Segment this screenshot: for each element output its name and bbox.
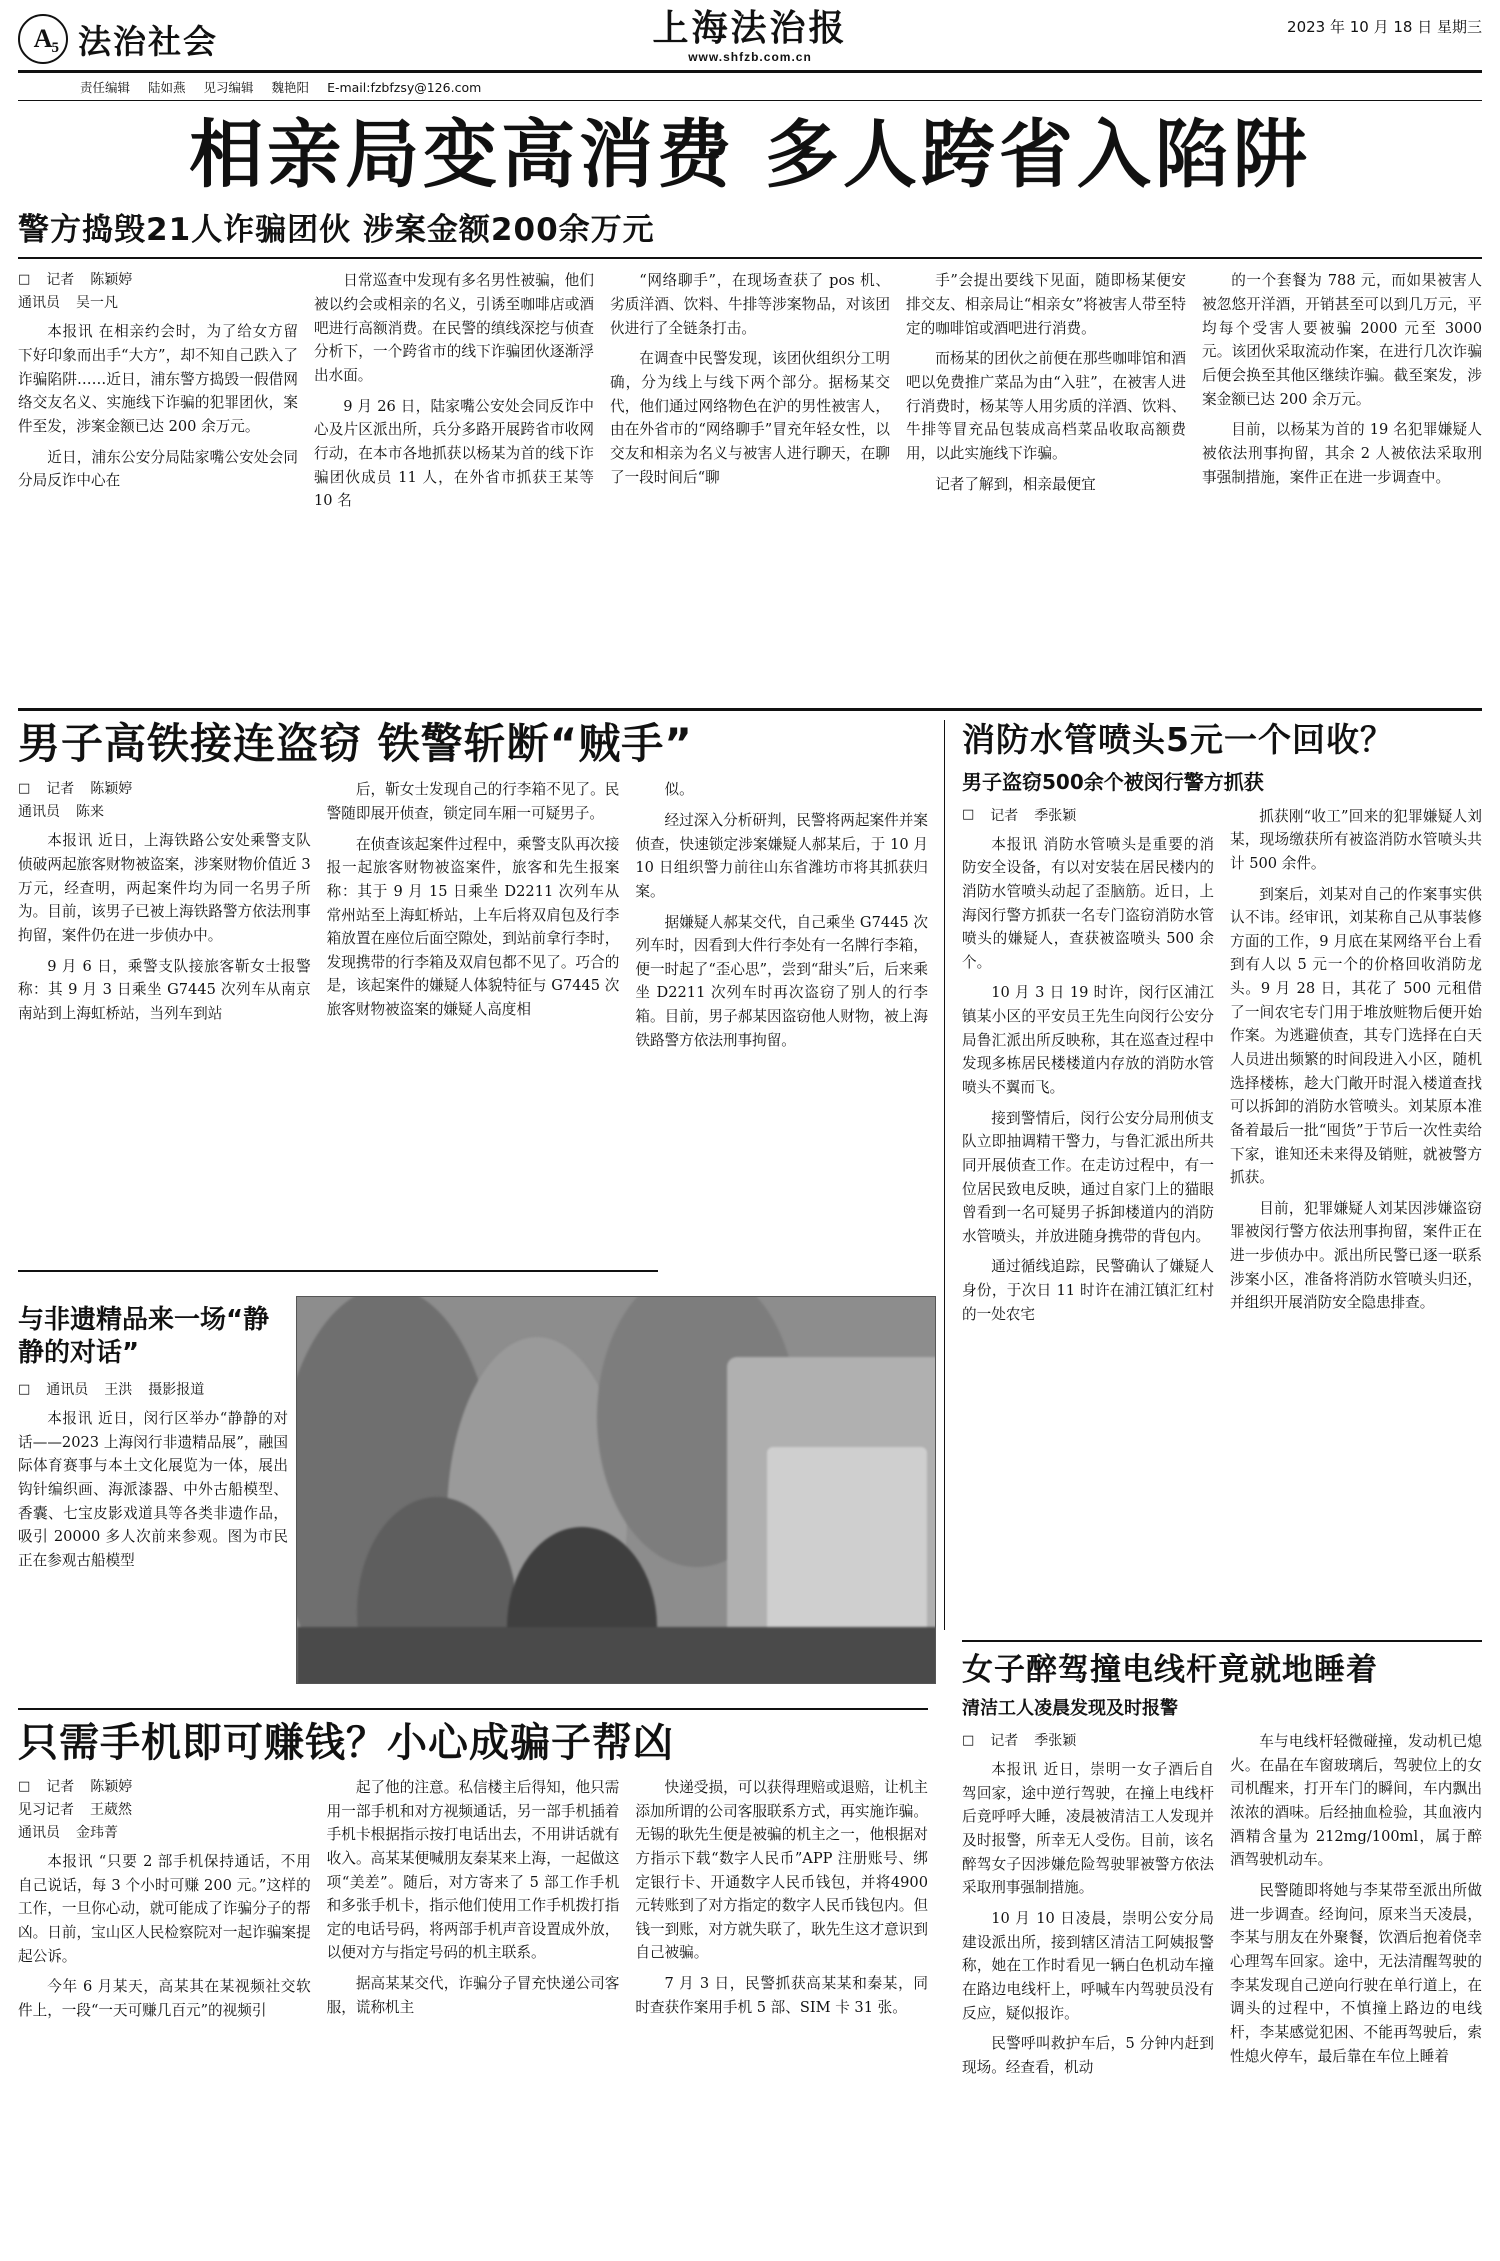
story5-intern-line — [18, 1799, 311, 1819]
paragraph: 手”会提出要线下见面，随即杨某便安排交友、相亲局让“相亲女”将被害人带至特定的咖啡馆或酒吧进行消费。 — [906, 272, 1186, 337]
paragraph: 接到警情后，闵行公安分局刑侦支队立即抽调精干警力，与鲁汇派出所共同开展侦查工作。在走访过程中，有一位居民致电反映，通过自家门上的猫眼曾看到一名可疑男子拆卸楼道内的消防水管喷头，并放进随身携带的背包内。 — [962, 1109, 1214, 1245]
paragraph: 的一个套餐为 788 元，而如果被害人被忽悠开洋酒，开销甚至可以到几万元，平均每个受害人要被骗 2000 元至 3000 元。该团伙采取流动作案，在进行几次诈骗后便会换至其他区继续诈骗。截至案发，涉案金额已达 200 余万元。 — [1202, 272, 1482, 408]
page-badge-number: 5 — [51, 40, 59, 56]
story2-correspondent-line — [18, 801, 311, 821]
story2-reporter-line — [18, 778, 311, 798]
lead-col-4 — [906, 269, 1186, 519]
paper-brand — [652, 7, 848, 64]
paragraph: “网络聊手”，在现场查获了 pos 机、劣质洋酒、饮料、牛排等涉案物品，对该团伙进行了全链条打击。 — [610, 272, 890, 337]
story-fire-sprinkler — [962, 720, 1482, 1333]
section-divider — [18, 708, 1482, 711]
reporter-name: 陈颖婷 — [90, 781, 133, 798]
editor-bar — [18, 75, 1482, 101]
lead-reporter-line — [18, 269, 298, 289]
correspondent-label: 通讯员 — [46, 1382, 89, 1398]
paragraph: 据高某某交代，诈骗分子冒充快递公司客服，谎称机主 — [326, 1975, 620, 2016]
story-train-theft — [18, 720, 928, 1059]
intern-editor-label: 见习编辑 — [203, 80, 254, 95]
paragraph: 本报讯 消防水管喷头是重要的消防安全设备，有以对安装在居民楼内的消防水管喷头动起了歪脑筋。近日，上海闵行警方抓获一名专门盗窃消防水管喷头的嫌疑人，查获被盗喷头 500 余个。 — [962, 835, 1214, 971]
story2-byline — [18, 778, 311, 821]
correspondent-name: 金玮菁 — [76, 1825, 118, 1841]
newspaper-page — [0, 8, 1500, 2261]
correspondent-name: 吴一凡 — [76, 295, 118, 312]
lead-col-1 — [18, 269, 298, 519]
paragraph: 似。 — [664, 781, 694, 799]
story-heritage — [18, 1298, 288, 1579]
paragraph: 通过循线追踪，民警确认了嫌疑人身份，于次日 11 时许在浦江镇汇红村的一处农宅 — [962, 1258, 1214, 1323]
lead-byline — [18, 269, 298, 312]
heritage-photo — [296, 1296, 936, 1684]
story6-col-2 — [1230, 1730, 1482, 2086]
reporter-name: 陈颖婷 — [90, 1779, 133, 1795]
paragraph: 据嫌疑人郝某交代，自己乘坐 G7445 次列车时，因看到大件行李处有一名牌行李箱，便一时起了“歪心思”，尝到“甜头”后，后来乘坐 D2211 次列车时再次盗窃了别人的行李箱。目前，男子郝某因盗窃他人财物，被上海铁路警方依法刑事拘留。 — [635, 913, 929, 1049]
paragraph: 本报讯 在相亲约会时，为了给女方留下好印象而出手“大方”，却不知自己跌入了诈骗陷阱……近日，浦东警方捣毁一假借网络交友名义、实施线下诈骗的犯罪团伙，案件至发，涉案金额已达 200 余万元。 — [18, 323, 298, 435]
story2-headline: 男子高铁接连盗窃 铁警斩断“贼手” — [18, 719, 693, 768]
story3-reporter-line — [962, 805, 1214, 825]
paragraph: 本报讯 近日，闵行区举办“静静的对话——2023 上海闵行非遗精品展”，融国际体育赛事与本土文化展览为一体，展出钩针编织画、海派漆器、中外古船模型、香囊、七宝皮影戏道具等各类非遗作品，吸引 20000 多人次前来参观。图为市民正在参观古船模型 — [18, 1410, 288, 1569]
correspondent-name: 王洪 — [104, 1382, 133, 1398]
editor-label: 责任编辑 — [80, 80, 131, 95]
lead-headline: 相亲局变高消费 多人跨省入陷阱 — [189, 112, 1311, 198]
story5-col-2 — [327, 1776, 620, 2029]
story4-rule — [18, 1270, 658, 1272]
page-badge — [18, 14, 68, 64]
section-name: 法治社会 — [78, 21, 218, 61]
email-address: E-mail:fzbfzsy@126.com — [327, 79, 482, 95]
paragraph: 10 月 10 日凌晨，崇明公安分局建设派出所，接到辖区清洁工阿姨报警称，她在工作时看见一辆白色机动车撞在路边电线杆上，呼喊车内驾驶员没有反应，疑似报诈。 — [962, 1910, 1214, 2022]
paper-title: 上海法治报 — [652, 7, 848, 49]
reporter-label: 记者 — [46, 1779, 75, 1795]
page-badge-letter: A — [33, 24, 53, 53]
story5-correspondent-line — [18, 1822, 311, 1842]
story3-byline — [962, 805, 1214, 825]
reporter-name: 季张颖 — [1034, 807, 1077, 824]
story-phone-scam — [18, 1708, 928, 2029]
column-divider — [944, 720, 945, 1630]
lead-col-5 — [1202, 269, 1482, 519]
lead-correspondent-line — [18, 292, 298, 312]
intern-label: 见习记者 — [18, 1802, 74, 1818]
correspondent-name: 陈来 — [76, 804, 104, 821]
paragraph: 日常巡查中发现有多名男性被骗，他们被以约会或相亲的名义，引诱至咖啡店或酒吧进行高额消费。在民警的缜线深挖与侦查分析下，一个跨省市的线下诈骗团伙逐渐浮出水面。 — [314, 272, 594, 384]
byline-marker: □ — [18, 1778, 31, 1794]
paragraph: 车与电线杆轻微碰撞，发动机已熄火。在晶在车窗玻璃后，驾驶位上的女司机醒来，打开车门的瞬间，车内飘出浓浓的酒味。后经抽血检验，其血液内酒精含量为 212mg/100ml，属于醉酒驾驶机动车。 — [1230, 1733, 1482, 1869]
paragraph: 目前，犯罪嫌疑人刘某因涉嫌盗窃罪被闵行警方依法刑事拘留，案件正在进一步侦办中。派出所民警已逐一联系涉案小区，准备将消防水管喷头归还，并组织开展消防安全隐患排查。 — [1230, 1199, 1482, 1312]
paragraph: 经过深入分析研判，民警将两起案件并案侦查，快速锁定涉案嫌疑人郝某后，于 10 月 10 日组织警力前往山东省潍坊市将其抓获归案。 — [635, 811, 929, 900]
correspondent-label: 通讯员 — [18, 1825, 60, 1841]
correspondent-label: 通讯员 — [18, 295, 60, 312]
story-drunk-driving — [962, 1640, 1482, 2087]
intern-name: 王葳然 — [90, 1802, 132, 1818]
story4-headline: 与非遗精品来一场“静静的对话” — [18, 1305, 270, 1368]
paragraph: 10 月 3 日 19 时许，闵行区浦江镇某小区的平安员王先生向闵行公安分局鲁汇派出所反映称，其在巡查过程中发现多栋居民楼楼道内存放的消防水管喷头不翼而飞。 — [962, 984, 1214, 1096]
byline-marker: □ — [962, 807, 975, 823]
paragraph: 本报讯 近日，上海铁路公安处乘警支队侦破两起旅客财物被盗案，涉案财物价值近 3 万元，经查明，两起案件均为同一名男子所为。目前，该男子已被上海铁路警方依法刑事拘留，案件仍在进一步侦办中。 — [18, 832, 311, 944]
paragraph: 起了他的注意。私信楼主后得知，他只需用一部手机和对方视频通话，另一部手机插着手机卡根据指示按打电话出去，不用讲话就有收入。高某某便喊朋友秦某来上海，一起做这项“美差”。随后，对方寄来了 5 部工作手机和多张手机卡，指示他们使用工作手机拨打指定的电话号码，将两部手机声音设置成外放，以便对方与指定号码的机主联系。 — [326, 1779, 620, 1962]
story4-byline — [18, 1379, 288, 1399]
story6-col-1 — [962, 1730, 1214, 2086]
reporter-name: 季张颖 — [1034, 1733, 1077, 1750]
lead-subhead: 警方捣毁21人诈骗团伙 涉案金额200余万元 — [18, 204, 1482, 259]
story6-byline — [962, 1730, 1214, 1750]
paragraph: 后，靳女士发现自己的行李箱不见了。民警随即展开侦查，锁定同车厢一可疑男子。 — [326, 781, 620, 822]
issue-date: 2023 年 10 月 18 日 星期三 — [1287, 18, 1482, 36]
story3-col-2 — [1230, 805, 1482, 1334]
reporter-label: 记者 — [46, 781, 75, 798]
paragraph: 近日，浦东公安分局陆家嘴公安处会同分局反诈中心在 — [18, 448, 298, 490]
correspondent-label: 通讯员 — [18, 804, 60, 821]
story3-headline: 消防水管喷头5元一个回收？ — [962, 720, 1394, 759]
story3-subhead: 男子盗窃500余个被闵行警方抓获 — [962, 769, 1264, 794]
story2-col-3 — [635, 778, 928, 1059]
paragraph: 民警呼叫救护车后，5 分钟内赶到现场。经查看，机动 — [962, 2035, 1214, 2076]
reporter-label: 记者 — [46, 272, 75, 289]
paragraph: 抓获刚“收工”回来的犯罪嫌疑人刘某，现场缴获所有被盗消防水管喷头共计 500 余件。 — [1230, 807, 1482, 872]
photo-image — [296, 1296, 936, 1684]
byline-marker: □ — [18, 1381, 31, 1397]
story5-headline: 只需手机即可赚钱？小心成骗子帮凶 — [18, 1720, 674, 1766]
reporter-label: 记者 — [990, 1733, 1019, 1750]
paragraph: 本报讯 近日，崇明一女子酒后自驾回家，途中逆行驾驶，在撞上电线杆后竟呼呼大睡，凌晨被清洁工人发现并及时报警，所幸无人受伤。目前，该名醉驾女子因涉嫌危险驾驶罪被警方依法采取刑事强制措施。 — [962, 1761, 1214, 1897]
byline-marker: □ — [962, 1732, 975, 1748]
masthead — [18, 8, 1482, 73]
paragraph: 目前，以杨某为首的 19 名犯罪嫌疑人被依法刑事拘留，其余 2 人被依法采取刑事强制措施，案件正在进一步调查中。 — [1202, 421, 1482, 486]
story5-byline — [18, 1776, 311, 1842]
photo-credit-label: 摄影报道 — [148, 1382, 205, 1398]
paragraph: 在侦查该起案件过程中，乘警支队再次接报一起旅客财物被盗案件，旅客和先生报案称：其于 9 月 15 日乘坐 D2211 次列车从常州站至上海虹桥站，上车后将双肩包及行李箱放置在座位后面空隙处，到站前拿行李时，发现携带的行李箱及双肩包都不见了。巧合的是，该起案件的嫌疑人体貌特征与 G7445 次旅客财物被盗案的嫌疑人高度相 — [326, 835, 620, 1019]
paragraph: 9 月 6 日，乘警支队接旅客靳女士报警称：其 9 月 3 日乘坐 G7445 次列车从南京南站到上海虹桥站，当列车到站 — [18, 957, 311, 1022]
story3-col-1 — [962, 805, 1214, 1334]
reporter-label: 记者 — [990, 807, 1019, 824]
lead-body — [18, 269, 1482, 519]
paragraph: 在调查中民警发现，该团伙组织分工明确，分为线上与线下两个部分。据杨某交代，他们通过网络物色在沪的男性被害人，由在外省市的“网络聊手”冒充年轻女性，以交友和相亲为名义与被害人进行聊天，在聊了一段时间后“聊 — [610, 350, 890, 486]
intern-editor-name: 魏艳阳 — [271, 80, 310, 95]
paper-url: www.shfzb.com.cn — [688, 49, 812, 64]
paragraph: 今年 6 月某天，高某其在某视频社交软件上，一段“一天可赚几百元”的视频引 — [18, 1978, 311, 2019]
story5-col-1 — [18, 1776, 311, 2029]
paragraph: 快递受损，可以获得理赔或退赔，让机主添加所谓的公司客服联系方式，再实施诈骗。无锡的耿先生便是被骗的机主之一，他根据对方指示下载“数字人民币”APP 注册账号、绑定银行卡、开通数字人民币钱包，并将4900元转账到了对方指定的数字人民币钱包内。但钱一到账，对方就失联了，耿先生这才意识到自己被骗。 — [635, 1779, 929, 1962]
paragraph: 9 月 26 日，陆家嘴公安处会同反诈中心及片区派出所，兵分多路开展跨省市收网行动，在本市各地抓获以杨某为首的线下诈骗团伙成员 11 人，在外省市抓获王某等 10 名 — [314, 397, 594, 510]
paragraph: 记者了解到，相亲最便宜 — [935, 475, 1096, 493]
reporter-name: 陈颖婷 — [90, 272, 133, 289]
byline-marker: □ — [18, 271, 31, 287]
story6-reporter-line — [962, 1730, 1214, 1750]
paragraph: 而杨某的团伙之前便在那些咖啡馆和酒吧以免费推广菜品为由“入驻”，在被害人进行消费时，杨某等人用劣质的洋酒、饮料、牛排等冒充品包装成高档菜品收取高额费用，以此实施线下诈骗。 — [906, 350, 1186, 462]
editor-name: 陆如燕 — [148, 80, 186, 95]
paragraph: 民警随即将她与李某带至派出所做进一步调查。经询问，原来当天凌晨，李某与朋友在外聚餐，饮酒后抱着侥幸心理驾车回家。途中，无法清醒驾驶的李某发现自己逆向行驶在单行道上，在调头的过程中，不慎撞上路边的电线杆，李某感觉犯困、不能再驾驶后，索性熄火停车，最后靠在车位上睡着 — [1230, 1882, 1482, 2065]
story2-col-1 — [18, 778, 311, 1059]
byline-marker: □ — [18, 780, 31, 796]
story5-col-3 — [635, 1776, 928, 2029]
lead-col-3 — [610, 269, 890, 519]
story6-subhead: 清洁工人凌晨发现及时报警 — [962, 1698, 1178, 1720]
paragraph: 本报讯 “只要 2 部手机保持通话，不用自己说话，每 3 个小时可赚 200 元。”这样的工作，一旦你心动，就可能成了诈骗分子的帮凶。日前，宝山区人民检察院对一起诈骗案提起公诉。 — [18, 1853, 311, 1965]
story6-headline: 女子醉驾撞电线杆竟就地睡着 — [962, 1652, 1378, 1688]
story5-reporter-line — [18, 1776, 311, 1796]
lead-col-2 — [314, 269, 594, 519]
paragraph: 7 月 3 日，民警抓获高某某和秦某，同时查获作案用手机 5 部、SIM 卡 31 张。 — [635, 1975, 929, 2016]
paragraph: 到案后，刘某对自己的作案事实供认不讳。经审讯，刘某称自己从事装修方面的工作，9 月底在某网络平台上看到有人以 5 元一个的价格回收消防龙头。9 月 28 日，其花了 500 元租借了一间农宅专门用于堆放赃物后便开始作案。为逃避侦查，其专门选择在白天人员进出频繁的时间段进入小区，随机选择楼栋，趁大门敞开时混入楼道查找可以拆卸的消防水管喷头。刘某原本准备着最后一批“囤货”于节后一次性卖给下家，谁知还未来得及销赃，就被警方抓获。 — [1230, 885, 1482, 1187]
story2-col-2 — [327, 778, 620, 1059]
